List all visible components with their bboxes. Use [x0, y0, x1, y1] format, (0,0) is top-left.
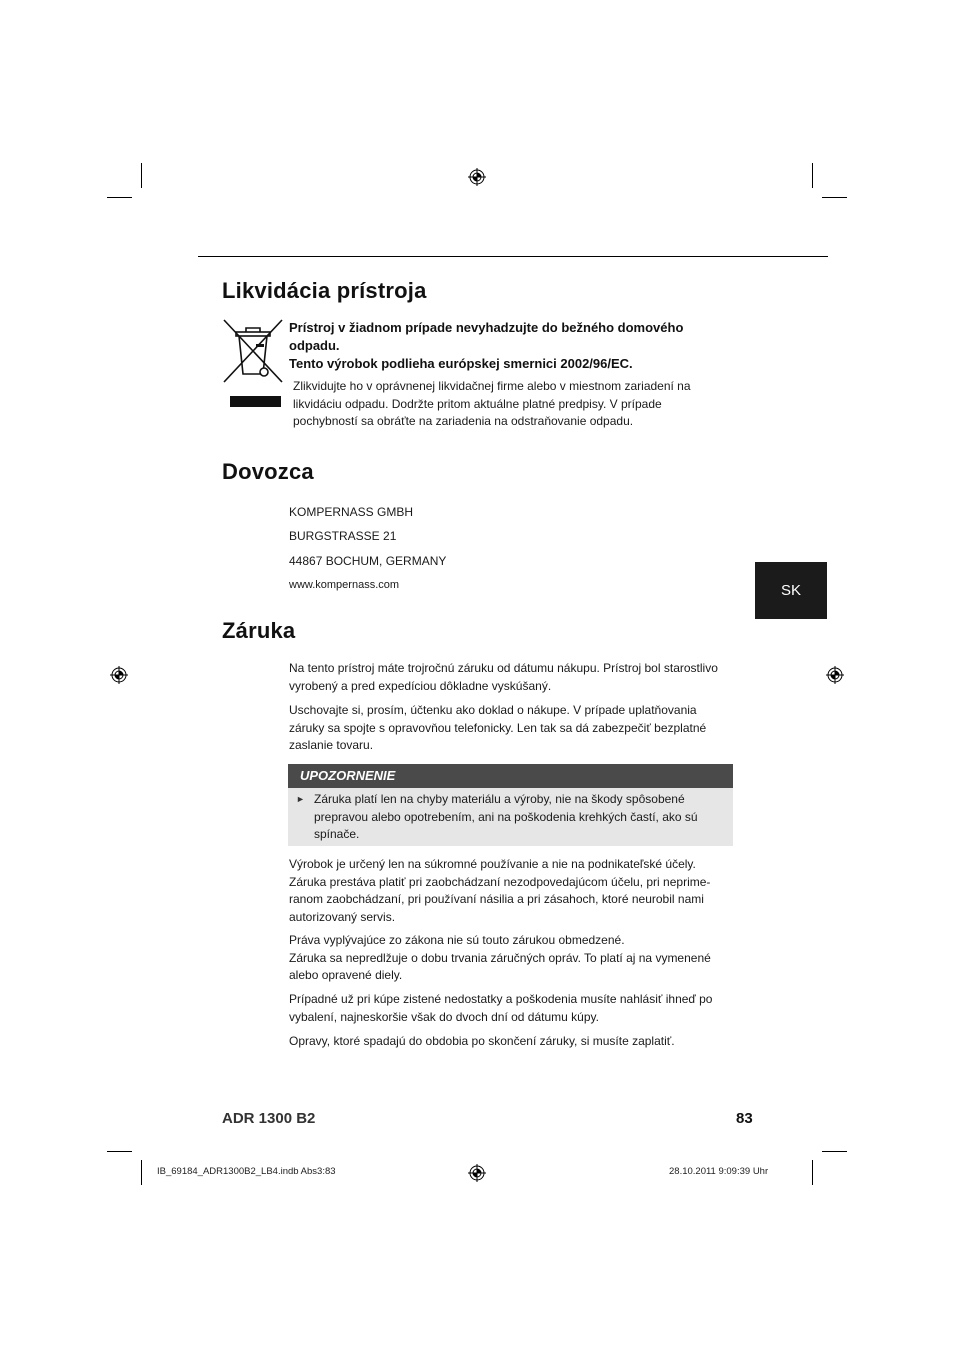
warning-note-text	[314, 791, 698, 844]
warranty-line: Záruka sa nepredlžuje o dobu trvania záručných opráv. To platí aj na vymenené	[289, 950, 711, 965]
registration-mark-icon	[468, 1164, 486, 1182]
bullet-arrow-icon: ►	[296, 794, 305, 804]
warranty-paragraph	[289, 660, 718, 695]
warranty-paragraph	[289, 702, 706, 755]
section-title-warranty: Záruka	[222, 618, 296, 643]
warning-note-heading: UPOZORNENIE	[288, 764, 733, 788]
warranty-paragraph	[289, 991, 712, 1026]
warranty-line: zaslanie tovaru.	[289, 738, 374, 752]
registration-mark-icon	[110, 666, 128, 684]
crossed-out-wheelie-bin-icon	[222, 318, 284, 384]
warranty-line: Práva vyplývajúce zo zákona nie sú touto zárukou obmedzené.	[289, 933, 625, 947]
weee-underline-bar	[230, 396, 281, 407]
warranty-line: vyrobený a pred expedíciou dôkladne vyskúšaný.	[289, 678, 552, 693]
importer-address	[289, 500, 446, 597]
warning-note-line: Záruka platí len na chyby materiálu a výroby, nie na škody spôsobené	[314, 792, 685, 806]
disposal-warning-line: Prístroj v žiadnom prípade nevyhadzujte do bežného domového	[289, 320, 684, 335]
crop-mark	[107, 197, 132, 198]
crop-mark	[812, 163, 813, 188]
disposal-warning-line: odpadu.	[289, 338, 340, 353]
registration-mark-icon	[826, 666, 844, 684]
importer-street: BURGSTRASSE 21	[289, 529, 397, 544]
crop-mark	[107, 1151, 132, 1152]
disposal-instructions	[293, 378, 691, 431]
disposal-text-line: likvidáciu odpadu. Dodržte pritom aktuálne platné predpisy. V prípade	[293, 396, 662, 411]
warranty-line: vybalení, najneskoršie však do dvoch dní od dátumu kúpy.	[289, 1009, 599, 1024]
warranty-line: Výrobok je určený len na súkromné používanie a nie na podnikateľské účely.	[289, 857, 696, 871]
footer-model-name: ADR 1300 B2	[222, 1110, 316, 1127]
disposal-text-line: Zlikvidujte ho v oprávnenej likvidačnej firme alebo v miestnom zariadení na	[293, 379, 691, 393]
warranty-line: Uschovajte si, prosím, účtenku ako doklad o nákupe. V prípade uplatňovania	[289, 703, 697, 717]
warning-note-line: prepravou alebo opotrebením, ani na poškodenia krehkých častí, ako sú	[314, 809, 698, 824]
crop-mark	[822, 197, 847, 198]
warranty-line: Prípadné už pri kúpe zistené nedostatky a poškodenia musíte nahlásiť ihneď po	[289, 992, 713, 1006]
warranty-line: Záruka prestáva platiť pri zaobchádzaní nezodpovedajúcom účelu, pri neprime-	[289, 874, 711, 889]
importer-website: www.kompernass.com	[289, 578, 400, 591]
warranty-line: záruky sa spojte s opravovňou telefonicky. Len tak sa dá zabezpečiť bezplatné	[289, 720, 707, 735]
print-slug-file: IB_69184_ADR1300B2_LB4.indb Abs3:83	[157, 1166, 336, 1177]
warranty-line: Na tento prístroj máte trojročnú záruku od dátumu nákupu. Prístroj bol starostlivo	[289, 661, 718, 675]
disposal-text-line: pochybností sa obráťte na zariadenia na odstraňovanie odpadu.	[293, 414, 634, 428]
crop-mark	[812, 1160, 813, 1185]
language-tab: SK	[755, 562, 827, 619]
warranty-paragraph	[289, 932, 711, 985]
registration-mark-icon	[468, 168, 486, 186]
warranty-line: Opravy, ktoré spadajú do obdobia po skončení záruky, si musíte zaplatiť.	[289, 1034, 675, 1048]
importer-city: 44867 BOCHUM, GERMANY	[289, 553, 447, 568]
disposal-warning-line: Tento výrobok podlieha európskej smernici 2002/96/EC.	[289, 356, 633, 371]
disposal-warning	[289, 319, 683, 373]
print-slug-timestamp: 28.10.2011 9:09:39 Uhr	[669, 1166, 769, 1177]
warranty-line: autorizovaný servis.	[289, 909, 396, 924]
header-rule	[198, 256, 828, 257]
section-title-disposal: Likvidácia prístroja	[222, 278, 427, 303]
crop-mark	[141, 163, 142, 188]
section-title-importer: Dovozca	[222, 459, 314, 484]
warranty-paragraph	[289, 856, 710, 926]
crop-mark	[822, 1151, 847, 1152]
warranty-line: alebo opravené diely.	[289, 968, 403, 982]
importer-company: KOMPERNASS GMBH	[289, 505, 414, 519]
crop-mark	[141, 1160, 142, 1185]
warning-note-line: spínače.	[314, 827, 360, 841]
warning-note-box	[288, 764, 733, 846]
page-number: 83	[736, 1110, 753, 1127]
warranty-line: ranom zaobchádzaní, pri používaní násilia a pri zásahoch, ktoré neurobil nami	[289, 892, 704, 906]
warranty-paragraph	[289, 1033, 675, 1051]
